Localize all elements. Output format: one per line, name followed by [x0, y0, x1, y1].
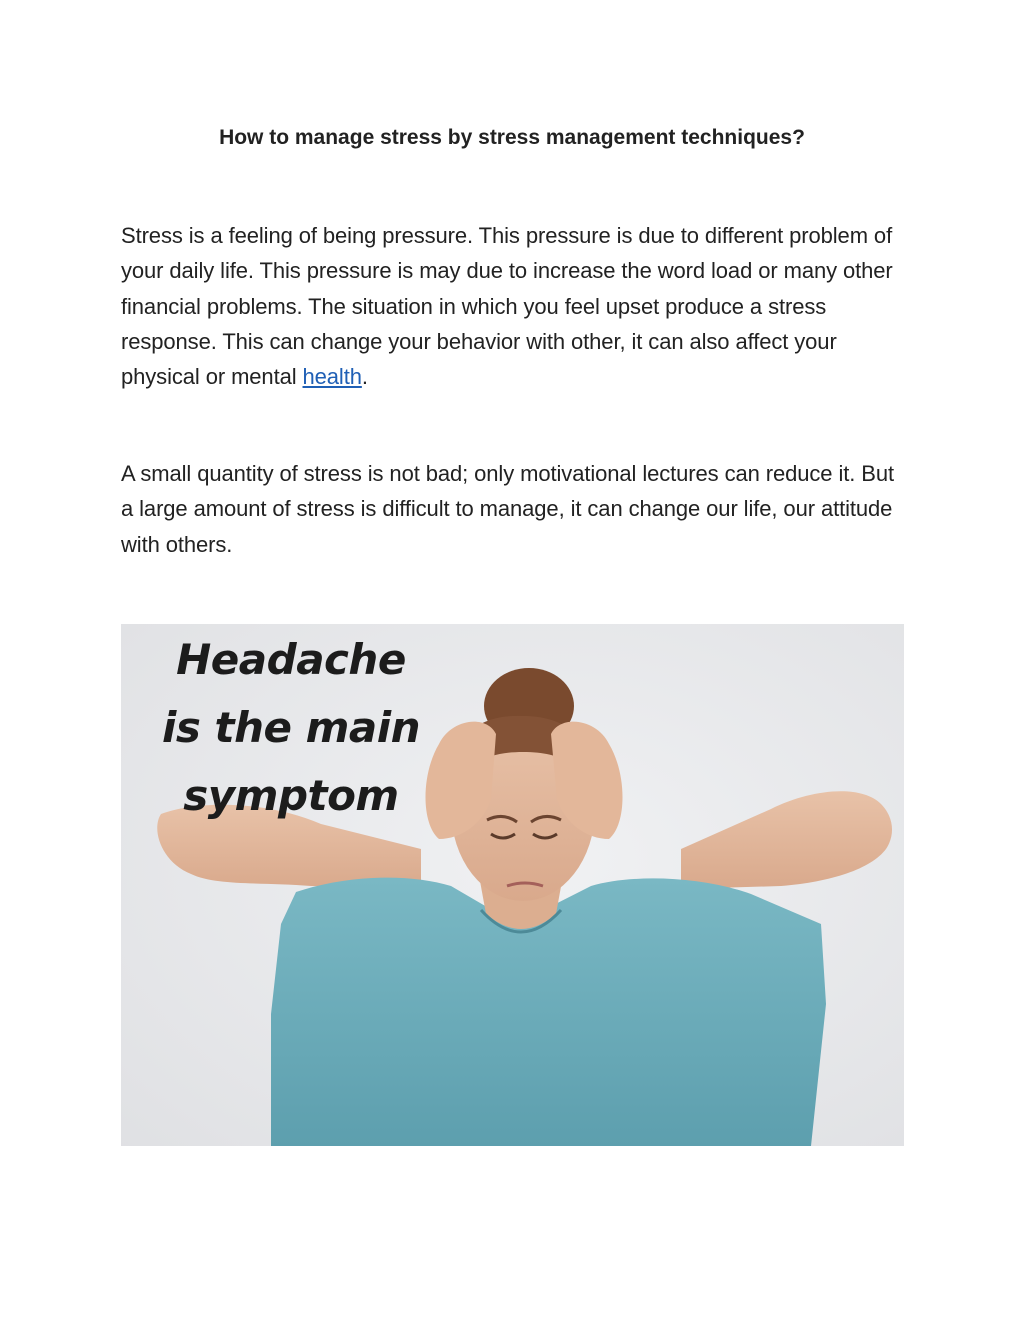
page-title: How to manage stress by stress management techniques? [219, 126, 805, 149]
second-paragraph: A small quantity of stress is not bad; only motivational lectures can reduce it. But a large amount of stress is difficult to manage, it can change our life, our attitude with others. [121, 461, 894, 557]
caption-line-3: symptom [183, 771, 399, 820]
intro-paragraph-end: . [361, 364, 368, 390]
caption-line-1: Headache [176, 635, 406, 684]
caption-line-2: is the main [161, 703, 420, 752]
image-caption [121, 624, 461, 830]
headache-illustration [121, 624, 904, 1146]
intro-paragraph [121, 218, 911, 394]
intro-paragraph-text: Stress is a feeling of being pressure. This pressure is due to different problem of your daily life. This pressure is may due to increase the word load or many other financial problems. The situation in which you feel upset produce a stress response. This can change your behavior with other, it can also affect your physical or mental [121, 223, 893, 390]
health-link[interactable]: health [302, 364, 362, 390]
